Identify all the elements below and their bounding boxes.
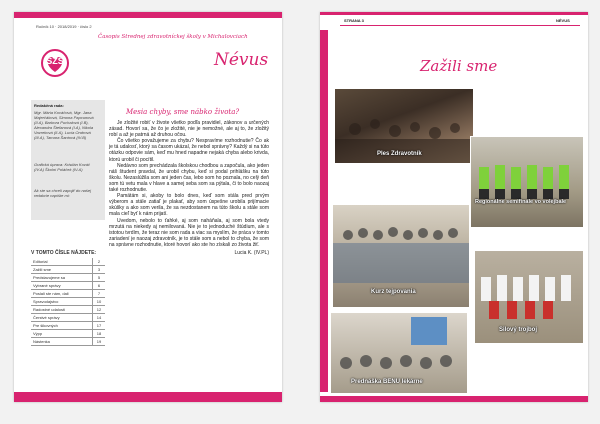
header-right: NÉVUS xyxy=(556,18,570,23)
toc-item-name: Spravodajstvo xyxy=(33,299,59,304)
toc-item-page: 2 xyxy=(92,258,105,265)
photo-ples xyxy=(334,88,474,164)
caption-kurz: Kurz tejpovania xyxy=(371,289,416,295)
toc-row xyxy=(31,266,105,274)
photo-benu xyxy=(330,312,468,394)
left-accent-strip xyxy=(320,30,328,392)
toc-item-name: Pre šikovných xyxy=(33,323,58,328)
toc-rows xyxy=(31,258,105,346)
caption-benu: Prednáška BENU lekárne xyxy=(351,379,423,385)
editorial-text: Mgr. Mária Kováčová, Mgr. Jana Majerčáková, Simona Papcunová (II.A), Barbora Puchalová (I.B), Alexandra Štefanová (I.A), Nikola Vavreková (II.A), Lucia Ondrová (III.A), Tamara Šantová (IV.B) xyxy=(34,110,94,140)
section-title: Zažili sme xyxy=(420,57,498,75)
magazine-title: Névus xyxy=(214,50,269,70)
toc-row xyxy=(31,338,105,346)
toc-row xyxy=(31,274,105,282)
school-logo xyxy=(40,48,70,78)
header-rule xyxy=(340,25,580,26)
toc-row xyxy=(31,290,105,298)
toc-row xyxy=(31,322,105,330)
toc-item-name: Výpp xyxy=(33,331,43,336)
toc-row xyxy=(31,330,105,338)
toc-item-page: 6 xyxy=(92,282,105,289)
article-paragraph: Nedávno som prechádzala školskou chodbou a započula, ako jeden náš študent pravdal, že urobil chybu, keď si podal prihlášku na túto školu. Nezaslúžila som ani jeden čas, lebo som ho poznala, no celý deň som tú vetu mala v hlave a samej seba som sa pýtala, či to bolo naozaj také rozhodnutie. xyxy=(109,162,269,194)
toc-item-page: 5 xyxy=(92,274,105,281)
toc-item-name: Nástenka xyxy=(33,339,50,344)
contact-text: Ak ste sa chceli zapojiť do našej redakcie napíšte mi: xyxy=(34,188,92,198)
toc-item-page: 10 xyxy=(92,298,105,305)
photo-trojboj xyxy=(474,250,584,344)
logo-text: SZŠ xyxy=(46,56,64,66)
toc-title: V TOMTO ČÍSLE NÁJDETE: xyxy=(31,250,97,256)
photo-kurz xyxy=(332,204,470,308)
toc-item-name: Predstavujeme sa xyxy=(33,275,66,280)
toc-item-page: 19 xyxy=(92,338,105,345)
left-page xyxy=(14,12,282,402)
caption-ples: Ples Zdravotník xyxy=(377,151,422,157)
toc-item-name: Radostné udalosti xyxy=(33,307,66,312)
toc-item-name: Editorial xyxy=(33,259,48,264)
article-paragraph: Pamätám si, akoby to bolo dnes, keď som stála pred prvým výberom a stále zatiaľ je plakať, aby som úspešne urobila prijímacie skúšky a ako som verila, že sa nezdostanem na túto školu a stále som mala cieľ byť k nám prijatí. xyxy=(109,193,269,218)
toc-item-page: 14 xyxy=(92,314,105,321)
toc-item-page: 7 xyxy=(92,290,105,297)
toc-item-name: Zažili sme xyxy=(33,267,52,272)
caption-volejbal: Regionálne semifinále vo volejbale xyxy=(475,199,567,205)
toc-item-page: 18 xyxy=(92,330,105,337)
bottom-accent-bar xyxy=(320,396,588,402)
masthead: Časopis Strednej zdravotníckej školy v Michalovciach xyxy=(98,34,248,40)
right-page xyxy=(320,12,588,402)
article-paragraph: Uvedom, nebolo to ťahké, aj som naháňala, aj som bola vtedy mrzutá na niekedy aj nemilovaná. Nie je to jednoduché štúdium, ale s istotou tvrdím, že teraz nie som rada a viac sa myslím, že práca v tomto zariadení je naozaj zdravotník, je to stále som a nebol to chyba, že som na správne rozhodnutie, ktoré hovorí ako ste ho získali zo života žiť. xyxy=(109,217,269,248)
top-accent-bar xyxy=(14,12,282,18)
editorial-heading: Redakčná rada: xyxy=(34,103,64,108)
article-author: Lucia K. (IV.PL) xyxy=(234,249,269,256)
toc-row xyxy=(31,306,105,314)
article-paragraph: Je zložité robiť v živote všetko podľa pravidiel, zákonov a určených zásad. Hovorí sa, že čo je zložité, nie je nemožné, ale aj to, že zložitý robí a až je patrná až druhou očou. xyxy=(109,120,269,139)
table-of-contents xyxy=(31,250,105,346)
issue-line: Ročník 10 · 2018/2019 · číslo 2 xyxy=(36,24,92,29)
toc-row xyxy=(31,298,105,306)
header-left: STRANA 3 xyxy=(344,18,364,23)
bottom-accent-bar xyxy=(14,392,282,402)
article-body xyxy=(109,120,269,256)
graphics-text: Grafická úprava: Kristián Kováč (IV.A) Školní Poláček (IV.A) xyxy=(34,162,91,172)
article-paragraph: Čo všetko považujeme za chybu? Nespravíme rozhodnutie? Čo ak je tá udalosť, ktorý sa časom ukázal, že nebol správny? Každý si na túto otázku odpovie sám, keď mu hned napadne nejaká chyba alebo krivda, ktorú urobil či pocítil. xyxy=(109,138,270,163)
toc-row xyxy=(31,282,105,290)
toc-item-name: Čerstvé správy xyxy=(33,315,60,320)
toc-item-page: 17 xyxy=(92,322,105,329)
article-title: Mesia chyby, sme nábko života? xyxy=(126,108,240,116)
toc-row xyxy=(31,314,105,322)
toc-item-name: Vybrané správy xyxy=(33,283,61,288)
toc-item-page: 12 xyxy=(92,306,105,313)
photo-volejbal xyxy=(470,136,584,228)
editorial-box xyxy=(31,100,105,220)
toc-row xyxy=(31,258,105,266)
caption-trojboj: Silový trojboj xyxy=(499,327,538,333)
toc-item-page: 3 xyxy=(92,266,105,273)
toc-item-name: Poslali ste nám, dali xyxy=(33,291,69,296)
top-accent-bar xyxy=(320,12,588,15)
